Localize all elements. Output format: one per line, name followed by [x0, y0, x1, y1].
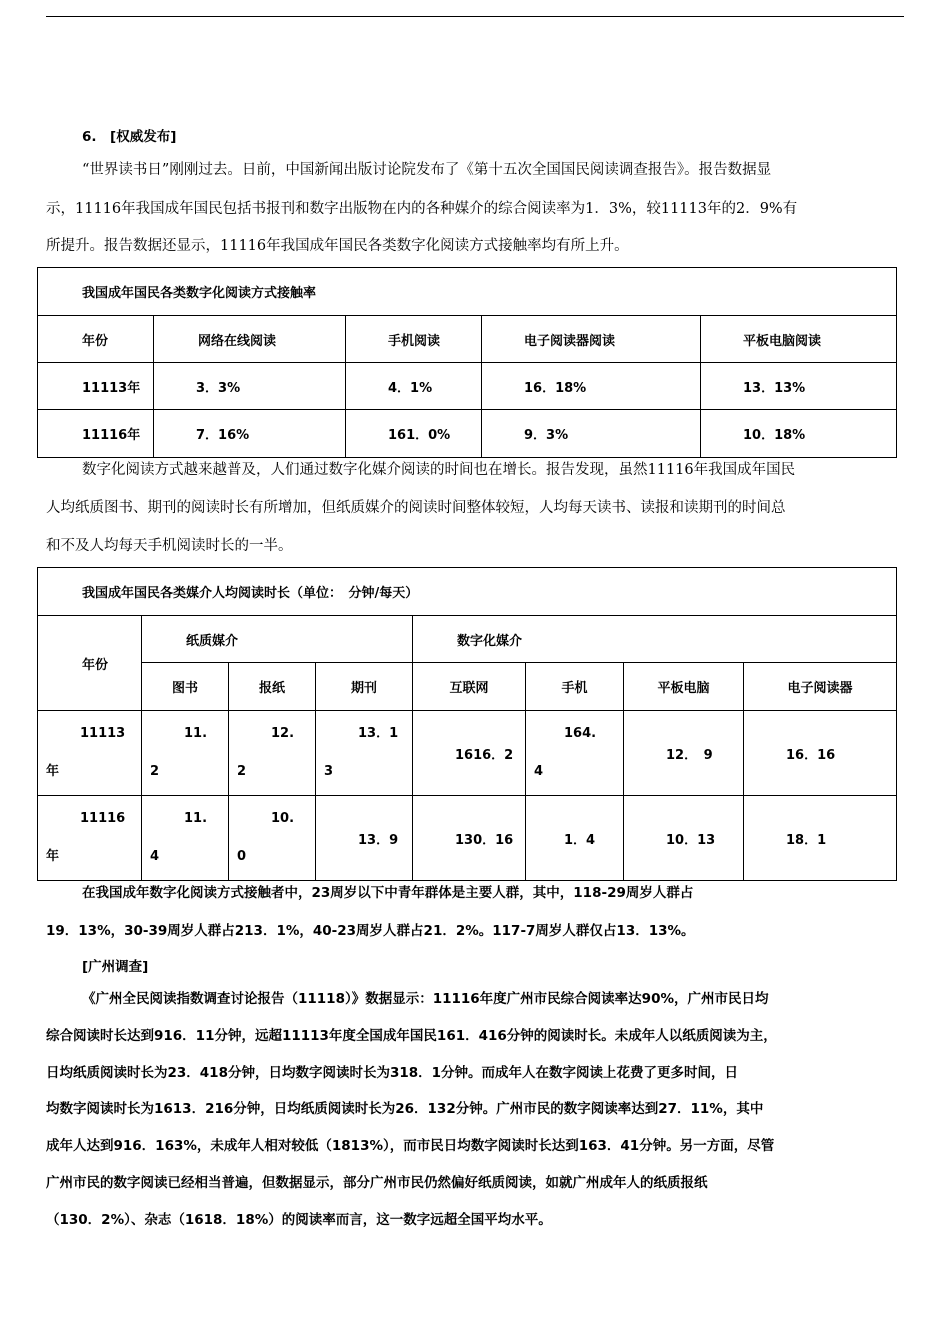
middle-line-3: 和不及人均每天手机阅读时长的一半。	[46, 538, 293, 554]
guangzhou-line-5: 成年人达到916．163%，未成年人相对较低（1813%），而市民日均数字阅读时长达到163．41分钟。另一方面，尽管	[46, 1138, 775, 1154]
table2-subheader-phone: 手机	[526, 663, 624, 711]
guangzhou-line-3: 日均纸质阅读时长为23．418分钟，日均数字阅读时长为318．1分钟。而成年人在数字阅读上花费了更多时间，日	[46, 1065, 739, 1081]
table1-cell: 16．18%	[482, 363, 701, 410]
reading-time-table	[37, 567, 897, 881]
guangzhou-line-1: 《广州全民阅读指数调查讨论报告（11118）》数据显示：11116年度广州市民综合阅读率达90%，广州市民日均	[82, 991, 769, 1007]
table1-cell: 3．3%	[154, 363, 346, 410]
table1-header-year: 年份	[38, 316, 154, 363]
table2-cell: 11. 4	[142, 796, 229, 881]
table1-cell: 11113年	[38, 363, 154, 410]
guangzhou-heading: [广州调查]	[82, 959, 149, 975]
intro-line-3: 所提升。报告数据还显示，11116年我国成年国民各类数字化阅读方式接触率均有所上升。	[46, 238, 629, 254]
age-line-1: 在我国成年数字化阅读方式接触者中，23周岁以下中青年群体是主要人群，其中，118-29周岁人群占	[82, 885, 694, 901]
table2-cell: 130．16	[413, 796, 526, 881]
table2-subheader-newspaper: 报纸	[229, 663, 316, 711]
table1-cell: 13．13%	[701, 363, 897, 410]
guangzhou-line-2: 综合阅读时长达到916．11分钟，远超11113年度全国成年国民161．416分钟的阅读时长。未成年人以纸质阅读为主，	[46, 1028, 777, 1044]
guangzhou-line-7: （130．2%）、杂志（1618．18%）的阅读率而言，这一数字远超全国平均水平。	[46, 1212, 552, 1228]
table2-subheader-magazine: 期刊	[316, 663, 413, 711]
table2-subheader-internet: 互联网	[413, 663, 526, 711]
table1-cell: 10．18%	[701, 410, 897, 458]
table2-group-digital: 数字化媒介	[413, 616, 897, 663]
section-heading: 6. [权威发布]	[82, 129, 177, 145]
table2-cell: 10. 0	[229, 796, 316, 881]
table2-cell: 11. 2	[142, 711, 229, 796]
table2-cell: 12． 9	[624, 711, 744, 796]
table2-cell: 1．4	[526, 796, 624, 881]
table1-header-tablet: 平板电脑阅读	[701, 316, 897, 363]
table1-title: 我国成年国民各类数字化阅读方式接触率	[38, 268, 897, 316]
table1-header-online: 网络在线阅读	[154, 316, 346, 363]
table2-subheader-tablet: 平板电脑	[624, 663, 744, 711]
table2-cell: 16．16	[744, 711, 897, 796]
middle-line-2: 人均纸质图书、期刊的阅读时长有所增加，但纸质媒介的阅读时间整体较短，人均每天读书、读报和读期刊的时间总	[46, 500, 786, 516]
table2-group-paper: 纸质媒介	[142, 616, 413, 663]
table1-cell: 7．16%	[154, 410, 346, 458]
table1-header-phone: 手机阅读	[346, 316, 482, 363]
guangzhou-line-6: 广州市民的数字阅读已经相当普遍，但数据显示，部分广州市民仍然偏好纸质阅读，如就广州成年人的纸质报纸	[46, 1175, 708, 1191]
table2-cell-year: 11113 年	[38, 711, 142, 796]
table2-title: 我国成年国民各类媒介人均阅读时长（单位： 分钟/每天）	[38, 568, 897, 616]
table2-cell: 13．1 3	[316, 711, 413, 796]
table2-subheader-ereader: 电子阅读器	[744, 663, 897, 711]
middle-line-1: 数字化阅读方式越来越普及，人们通过数字化媒介阅读的时间也在增长。报告发现，虽然11116年我国成年国民	[82, 462, 796, 478]
table2-subheader-book: 图书	[142, 663, 229, 711]
table2-header-year: 年份	[38, 616, 142, 711]
table1-header-ereader: 电子阅读器阅读	[482, 316, 701, 363]
table2-cell: 10．13	[624, 796, 744, 881]
table1-cell: 11116年	[38, 410, 154, 458]
table2-cell-year: 11116 年	[38, 796, 142, 881]
table2-cell: 18．1	[744, 796, 897, 881]
header-rule	[46, 16, 904, 17]
table1-cell: 4．1%	[346, 363, 482, 410]
table2-cell: 12. 2	[229, 711, 316, 796]
table2-cell: 164. 4	[526, 711, 624, 796]
table1-cell: 9．3%	[482, 410, 701, 458]
intro-line-2: 示，11116年我国成年国民包括书报刊和数字出版物在内的各种媒介的综合阅读率为1．3%，较11113年的2．9%有	[46, 201, 798, 217]
table2-cell: 1616．2	[413, 711, 526, 796]
table1-cell: 161．0%	[346, 410, 482, 458]
reading-contact-rate-table	[37, 267, 897, 458]
age-line-2: 19．13%，30-39周岁人群占213．1%，40-23周岁人群占21．2%。117-7周岁人群仅占13．13%。	[46, 923, 695, 939]
table2-cell: 13．9	[316, 796, 413, 881]
intro-line-1: “世界读书日”刚刚过去。日前，中国新闻出版讨论院发布了《第十五次全国国民阅读调查报告》。报告数据显	[82, 162, 772, 178]
guangzhou-line-4: 均数字阅读时长为1613．216分钟，日均纸质阅读时长为26．132分钟。广州市民的数字阅读率达到27．11%，其中	[46, 1101, 764, 1117]
